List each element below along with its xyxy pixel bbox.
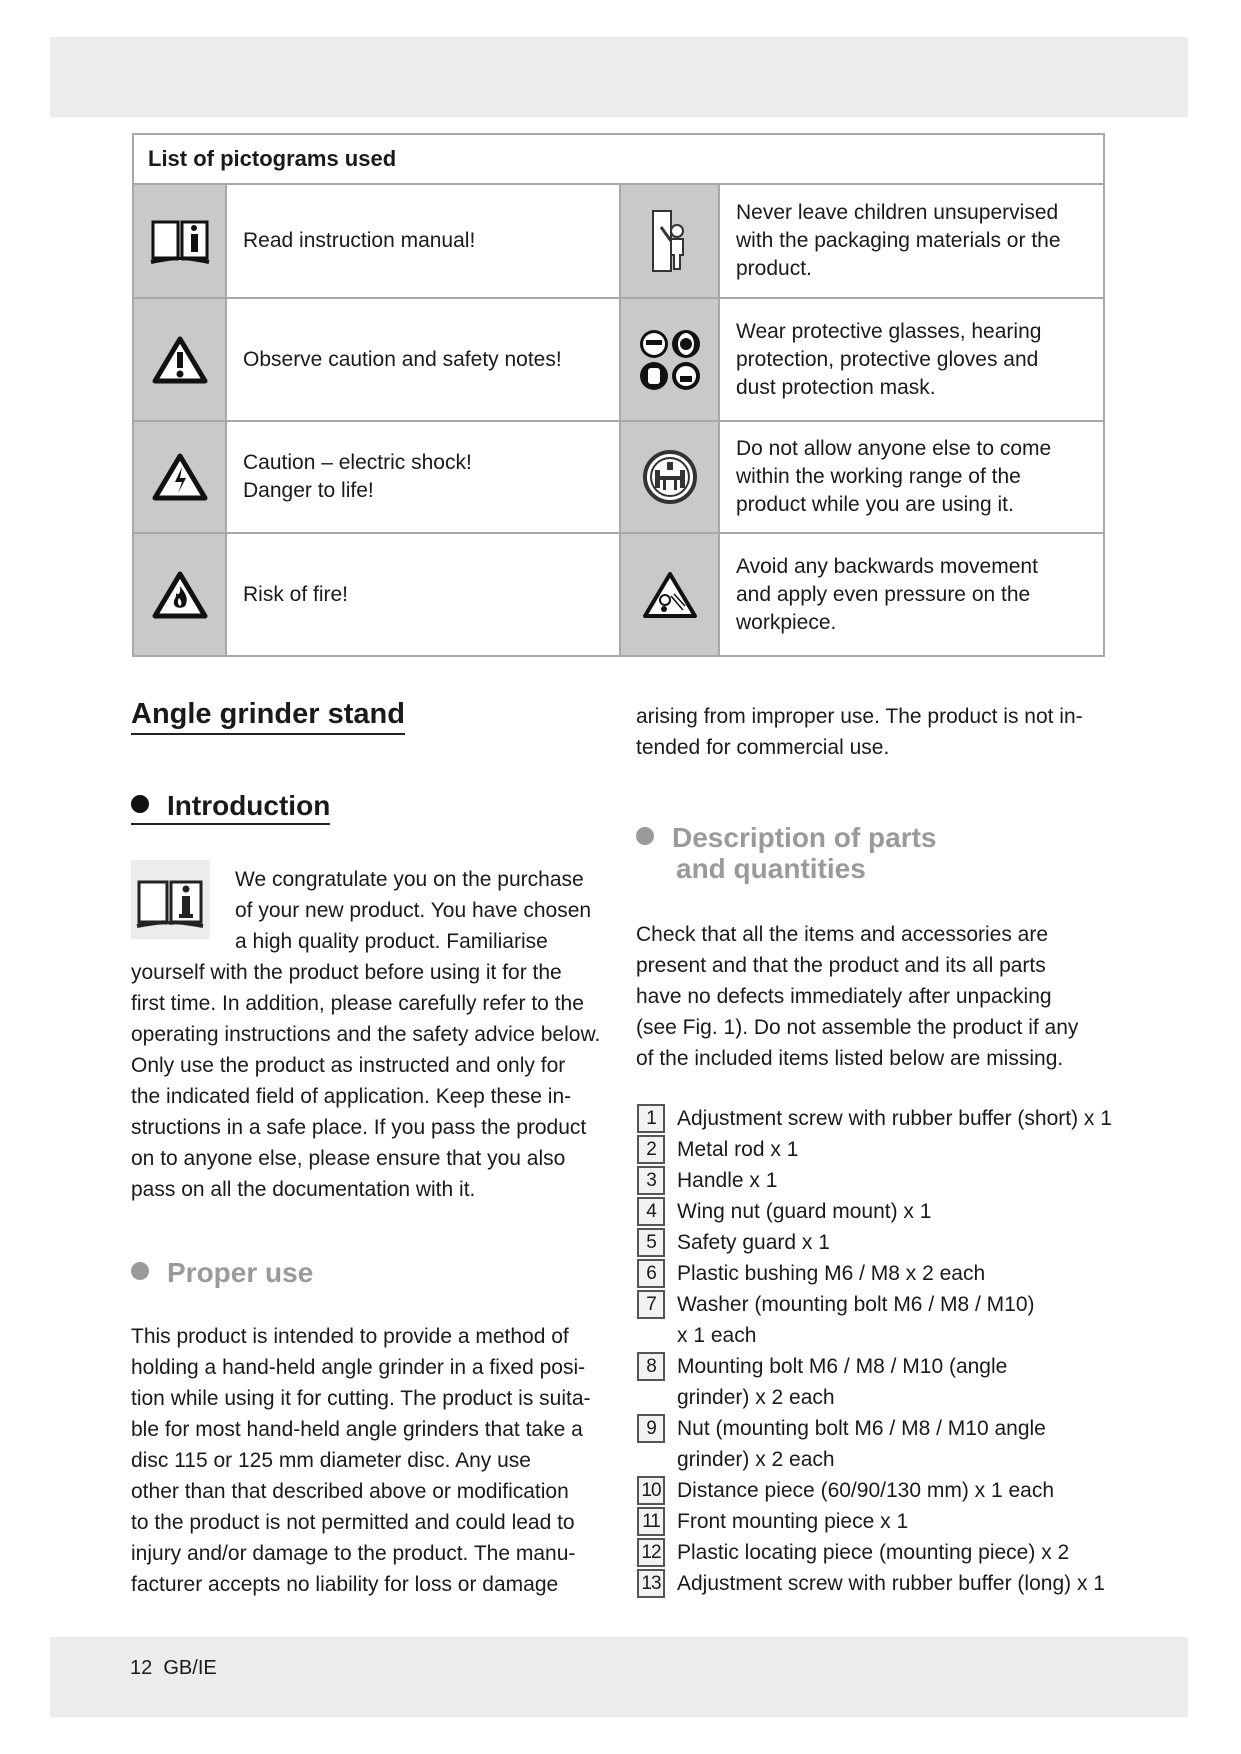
text-line: to the product is not permitted and could lead to: [131, 1511, 575, 1534]
part-number-badge: 2: [637, 1135, 665, 1164]
pictogram-text-line: workpiece.: [736, 610, 837, 634]
parts-list-item: [637, 1506, 1112, 1537]
page-title: Angle grinder stand: [131, 698, 405, 735]
parts-list-item: [637, 1413, 1112, 1475]
read-manual-icon: [134, 214, 225, 268]
caution-triangle-icon: [134, 335, 225, 385]
pictogram-text-line: with the packaging materials or the: [736, 229, 1061, 252]
parts-list-item: [637, 1289, 1112, 1351]
part-number-badge: 5: [637, 1228, 665, 1257]
description-heading-line2: and quantities: [676, 853, 866, 884]
text-line: pass on all the documentation with it.: [131, 1178, 476, 1201]
header-band: [50, 37, 1188, 117]
pictogram-text-line: Avoid any backwards movement: [736, 554, 1038, 578]
part-description: [677, 1413, 1046, 1475]
part-number-badge: 1: [637, 1104, 665, 1133]
part-number-badge: 6: [637, 1259, 665, 1288]
pictogram-row: [133, 298, 1104, 421]
pictogram-description: [226, 533, 620, 656]
parts-list: [637, 1103, 1112, 1599]
page-number: 12 GB/IE: [130, 1657, 217, 1679]
pictogram-text-line: Caution – electric shock!: [243, 451, 472, 474]
part-description: [677, 1351, 1007, 1413]
part-description: [677, 1475, 1054, 1506]
keep-distance-icon: [621, 448, 718, 506]
part-description: [677, 1227, 830, 1258]
pictogram-icon-cell: [133, 184, 226, 298]
part-text-line: grinder) x 2 each: [677, 1448, 835, 1471]
pictogram-text-line: and apply even pressure on the: [736, 582, 1031, 606]
text-line: tended for commercial use.: [636, 736, 890, 759]
parts-list-item: [637, 1196, 1112, 1227]
pictogram-text-line: Observe caution and safety notes!: [243, 347, 562, 371]
proper-use-text: [131, 1321, 591, 1600]
text-line: on to anyone else, please ensure that you also: [131, 1147, 566, 1170]
pictogram-text-line: within the working range of the: [736, 465, 1021, 488]
text-line: have no defects immediately after unpacking: [636, 985, 1052, 1008]
parts-list-item: [637, 1351, 1112, 1413]
part-number-badge: 13: [637, 1569, 665, 1598]
part-text-line: Plastic bushing M6 / M8 x 2 each: [677, 1262, 986, 1285]
part-text-line: Metal rod x 1: [677, 1138, 799, 1161]
fire-risk-icon: [134, 570, 225, 620]
pictogram-icon-cell: [620, 533, 719, 656]
part-text-line: Mounting bolt M6 / M8 / M10 (angle: [677, 1355, 1008, 1378]
part-text-line: grinder) x 2 each: [677, 1386, 835, 1409]
pictogram-icon-cell: [620, 298, 719, 421]
part-text-line: Plastic locating piece (mounting piece) x 2: [677, 1541, 1070, 1564]
pictogram-text-line: product.: [736, 257, 812, 280]
text-line: of the included items listed below are missing.: [636, 1047, 1064, 1070]
text-line: facturer accepts no liability for loss or damage: [131, 1573, 559, 1596]
description-text: [636, 919, 1078, 1074]
introduction-heading: [131, 790, 330, 825]
part-text-line: x 1 each: [677, 1324, 757, 1347]
part-description: [677, 1134, 798, 1165]
part-number-badge: 3: [637, 1166, 665, 1195]
pictogram-icon-cell: [133, 421, 226, 533]
text-line: a high quality product. Familiarise: [235, 930, 548, 953]
part-number-badge: 9: [637, 1414, 665, 1443]
part-text-line: Distance piece (60/90/130 mm) x 1 each: [677, 1479, 1055, 1502]
part-text-line: Front mounting piece x 1: [677, 1510, 909, 1533]
part-number-badge: 11: [637, 1507, 665, 1536]
pictogram-description: [719, 184, 1104, 298]
text-line: holding a hand-held angle grinder in a fixed posi-: [131, 1356, 586, 1379]
pictogram-icon-cell: [620, 184, 719, 298]
text-line: other than that described above or modification: [131, 1480, 569, 1503]
parts-list-item: [637, 1227, 1112, 1258]
introduction-text: [131, 864, 600, 1205]
electric-shock-icon: [134, 452, 225, 502]
part-description: [677, 1537, 1069, 1568]
part-text-line: Handle x 1: [677, 1169, 778, 1192]
part-description: [677, 1289, 1035, 1351]
pictogram-text-line: Risk of fire!: [243, 582, 349, 606]
part-number-badge: 8: [637, 1352, 665, 1381]
pictogram-row: [133, 421, 1104, 533]
pictogram-row: [133, 533, 1104, 656]
parts-list-item: [637, 1258, 1112, 1289]
part-number-badge: 12: [637, 1538, 665, 1567]
text-line: the indicated field of application. Keep these in-: [131, 1085, 572, 1108]
pictogram-text-line: product while you are using it.: [736, 493, 1014, 516]
proper-use-heading: [131, 1257, 313, 1288]
proper-use-text-continued: [636, 701, 1083, 763]
text-line: Check that all the items and accessories are: [636, 923, 1049, 946]
pictogram-text-line: Read instruction manual!: [243, 229, 476, 252]
description-heading-line1: Description of parts: [672, 822, 937, 853]
parts-list-item: [637, 1103, 1112, 1134]
bullet-icon: [131, 1262, 149, 1280]
text-line: operating instructions and the safety advice below.: [131, 1023, 601, 1046]
bullet-icon: [131, 795, 149, 813]
proper-use-heading-text: Proper use: [167, 1257, 314, 1288]
part-description: [677, 1165, 777, 1196]
pictogram-text-line: Wear protective glasses, hearing: [736, 319, 1042, 343]
part-description: [677, 1103, 1112, 1134]
text-line: yourself with the product before using it for the: [131, 961, 562, 984]
pictogram-description: [719, 298, 1104, 421]
part-text-line: Safety guard x 1: [677, 1231, 830, 1254]
pictogram-text-line: Danger to life!: [243, 479, 374, 502]
text-line: disc 115 or 125 mm diameter disc. Any use: [131, 1449, 531, 1472]
text-line: This product is intended to provide a method of: [131, 1325, 569, 1348]
pictogram-table-title: List of pictograms used: [133, 134, 1104, 184]
description-heading: [636, 822, 936, 884]
pictogram-description: [226, 421, 620, 533]
bullet-icon: [636, 827, 654, 845]
text-line: of your new product. You have chosen: [235, 899, 592, 922]
protective-equipment-icon: [621, 328, 718, 392]
introduction-heading-text: Introduction: [167, 790, 331, 821]
footer-band: [50, 1637, 1188, 1717]
pictogram-description: [226, 298, 620, 421]
parts-list-item: [637, 1134, 1112, 1165]
part-text-line: Adjustment screw with rubber buffer (short) x 1: [677, 1107, 1112, 1130]
text-line: injury and/or damage to the product. The manu-: [131, 1542, 576, 1565]
part-number-badge: 7: [637, 1290, 665, 1319]
text-line: tion while using it for cutting. The product is suita-: [131, 1387, 591, 1410]
pictogram-table: [132, 133, 1105, 657]
text-line: We congratulate you on the purchase: [235, 868, 584, 891]
part-description: [677, 1568, 1105, 1599]
text-line: ble for most hand-held angle grinders that take a: [131, 1418, 583, 1441]
pictogram-icon-cell: [133, 298, 226, 421]
pictogram-icon-cell: [620, 421, 719, 533]
pictogram-text-line: protection, protective gloves and: [736, 347, 1039, 371]
parts-list-item: [637, 1475, 1112, 1506]
parts-list-item: [637, 1165, 1112, 1196]
text-line: structions in a safe place. If you pass the product: [131, 1116, 587, 1139]
parts-list-item: [637, 1537, 1112, 1568]
part-text-line: Wing nut (guard mount) x 1: [677, 1200, 932, 1223]
child-supervision-icon: [621, 209, 718, 273]
part-text-line: Washer (mounting bolt M6 / M8 / M10): [677, 1293, 1035, 1316]
part-number-badge: 4: [637, 1197, 665, 1226]
text-line: arising from improper use. The product is not in-: [636, 705, 1083, 728]
parts-list-item: [637, 1568, 1112, 1599]
part-description: [677, 1258, 985, 1289]
part-text-line: Nut (mounting bolt M6 / M8 / M10 angle: [677, 1417, 1046, 1440]
text-line: first time. In addition, please carefully refer to the: [131, 992, 584, 1015]
pictogram-row: [133, 184, 1104, 298]
pictogram-icon-cell: [133, 533, 226, 656]
pictogram-text-line: Do not allow anyone else to come: [736, 437, 1052, 460]
text-line: (see Fig. 1). Do not assemble the product if any: [636, 1016, 1079, 1039]
pictogram-text-line: Never leave children unsupervised: [736, 201, 1059, 224]
text-line: present and that the product and its all parts: [636, 954, 1046, 977]
text-line: Only use the product as instructed and only for: [131, 1054, 566, 1077]
part-description: [677, 1196, 931, 1227]
part-number-badge: 10: [637, 1476, 665, 1505]
pictogram-description: [719, 533, 1104, 656]
part-description: [677, 1506, 908, 1537]
pictogram-text-line: dust protection mask.: [736, 375, 936, 399]
pictogram-description: [719, 421, 1104, 533]
backward-movement-icon: [621, 570, 718, 620]
part-text-line: Adjustment screw with rubber buffer (long) x 1: [677, 1572, 1105, 1595]
pictogram-description: [226, 184, 620, 298]
